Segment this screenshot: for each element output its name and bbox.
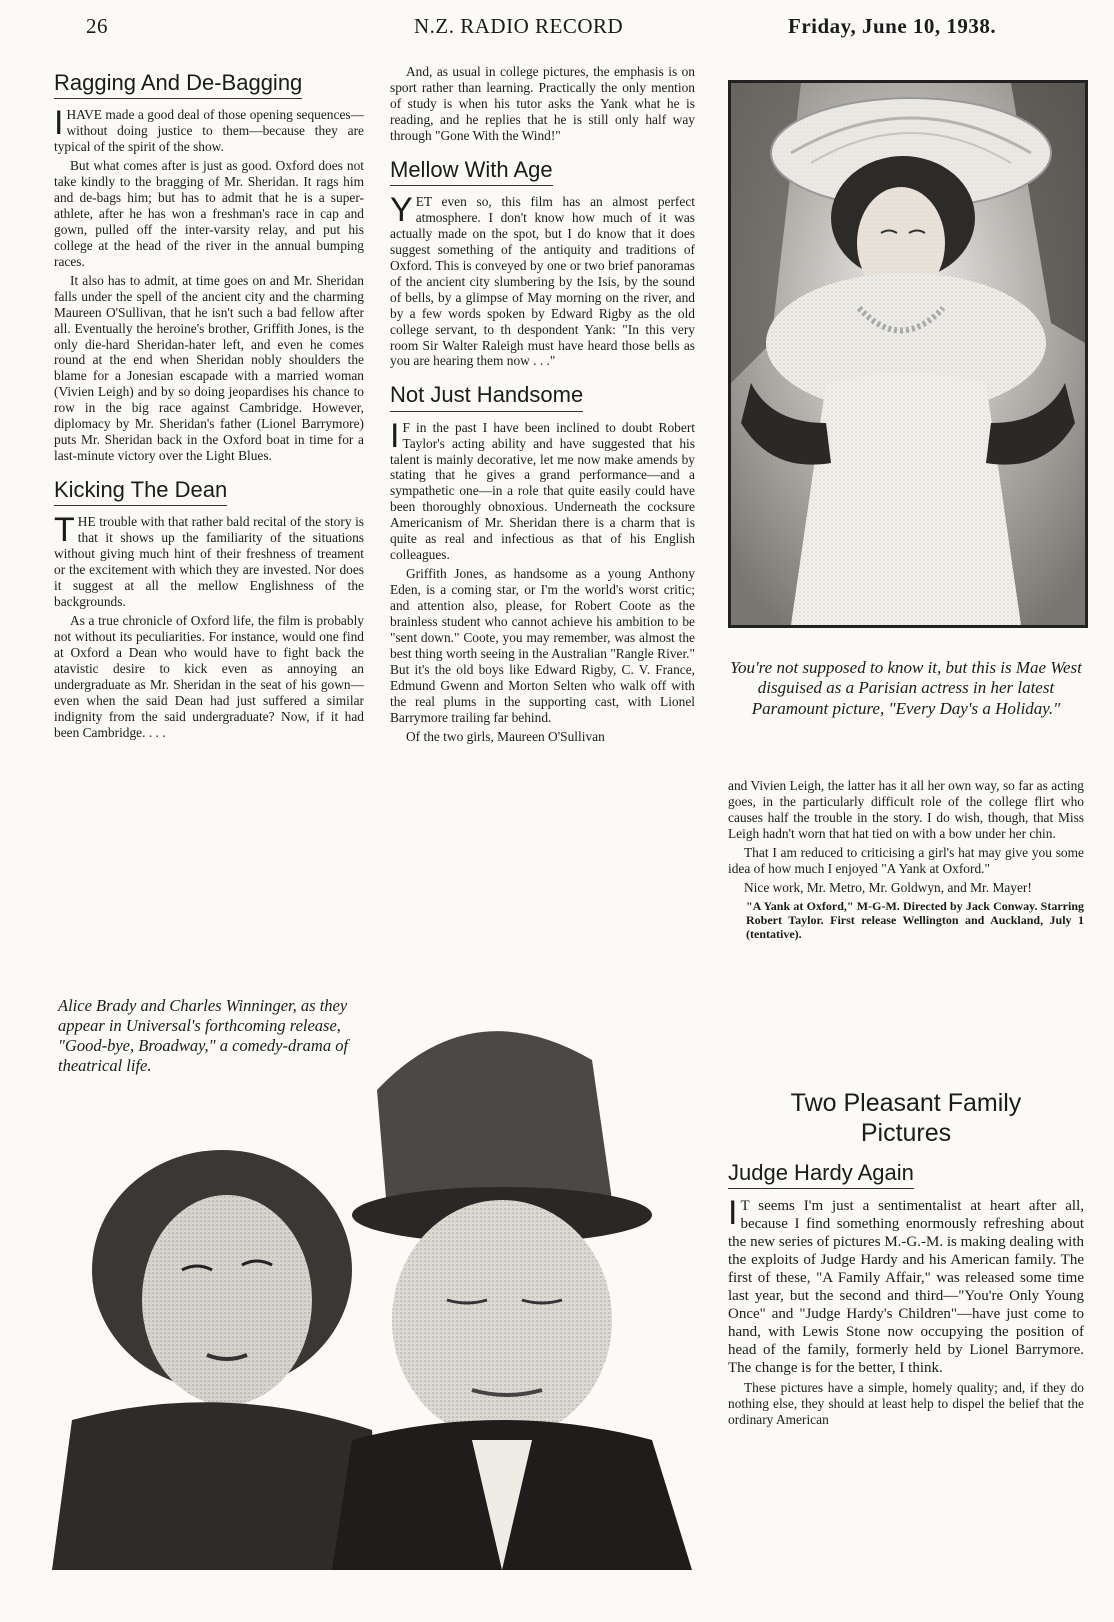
issue-date: Friday, June 10, 1938. (788, 14, 997, 38)
mae-west-caption: You're not supposed to know it, but this is Mae West disguised as a Parisian actress in her latest Paramount picture, "Every Day's a Holiday." (730, 658, 1082, 718)
paragraph-text: HAVE made a good deal of those opening sequences—without doing justice to them—because they are typical of the spirit of the show. (54, 107, 364, 155)
paragraph-text: HE trouble with that rather bald recital of the story is that it shows up the familiarity of the situations without giving much hint of their freshness of treament or the excitement with which they are invested. Nor does it suggest at all the mellow Englishness of the backgrounds. (54, 514, 364, 610)
drop-cap: I (390, 416, 400, 455)
paragraph: and Vivien Leigh, the latter has it all her own way, so far as acting goes, in the particularly difficult role of the college flirt who causes half the trouble in the story. I do wish, though, that Miss Leigh hadn't worn that hat tied on with a bow under her chin. (728, 778, 1084, 841)
page-number: 26 (86, 14, 108, 38)
paragraph-text: F in the past I have been inclined to doubt Robert Taylor's acting ability and have suggested that his talent is mainly decorative, let me now make amends by stating that he gives a grand performance—and a sympathetic one—in a role that quite easily could have been thoroughly obnoxious. Underneath the cocksure Americanism of Mr. Sheridan there is a charm that is quite as real and infectious as that of his English colleagues. (390, 419, 695, 563)
drop-cap: I (54, 104, 64, 143)
mae-west-photo (728, 80, 1088, 628)
paragraph: But what comes after is just as good. Oxford does not take kindly to the bragging of Mr. Sheridan. It rags him and de-bags him; but has to admit that he is a super-athlete, after he has won a freshman's race in cap and gown, pulled off the inter-varsity relay, and put his college at the head of the river in the annual bumping races. (54, 158, 364, 269)
drop-cap: T (54, 511, 75, 550)
heading-mellow: Mellow With Age (390, 157, 553, 186)
paragraph (390, 190, 695, 369)
paragraph: That I am reduced to criticising a girl's hat may give you some idea of how much I enjoyed "A Yank at Oxford." (728, 844, 1084, 876)
column-1 (54, 60, 364, 744)
section-title-family-pictures: Two Pleasant Family Pictures (790, 1089, 1022, 1147)
column-3-lower (728, 1160, 1084, 1431)
film-credits: "A Yank at Oxford," M-G-M. Directed by Jack Conway. Starring Robert Taylor. First release Wellington and Auckland, July 1 (tentative). (746, 898, 1084, 942)
publication-title: N.Z. RADIO RECORD (414, 14, 624, 38)
paragraph: Griffith Jones, as handsome as a young Anthony Eden, is a coming star, or I'm the world's worst critic; and attention also, please, for Robert Coote as the brainless student who cannot achieve his ambition to be "sent down." Coote, you may remember, was almost the best thing worth seeing in the Australian "Rangle River." But it's the old boys like Edward Rigby, C. V. France, Edmund Gwenn and Morton Selten who walk off with the real plums in the supporting cast, with Lionel Barrymore trailing far behind. (390, 566, 695, 725)
heading-not-just-handsome: Not Just Handsome (390, 382, 583, 411)
drop-cap: Y (390, 190, 413, 229)
column-2 (390, 64, 695, 748)
paragraph: These pictures have a simple, homely quality; and, if they do nothing else, they should at least help to dispel the belief that the ordinary American (728, 1380, 1084, 1428)
brady-winninger-illustration (52, 1000, 692, 1570)
paragraph: As a true chronicle of Oxford life, the film is probably not without its peculiarities. For instance, would one find at Oxford a Dean who would have to fight back the atavistic desire to kick even as annoying an undergraduate as Mr. Sheridan in the seat of his gown—even when the said Dean had just suffered a similar indignity from the said undergraduate? Now, if it had been Cambridge. . . . (54, 613, 364, 740)
heading-kicking-dean: Kicking The Dean (54, 477, 227, 506)
paragraph: And, as usual in college pictures, the emphasis is on sport rather than learning. Practically the only mention of study is when his tutor asks the Yank what he is reading, and he replies that he is still only half way through "Gone With the Wind!" (390, 64, 695, 143)
drop-cap: I (728, 1194, 738, 1233)
paragraph (728, 1194, 1084, 1377)
heading-judge-hardy: Judge Hardy Again (728, 1160, 914, 1189)
paragraph-text: T seems I'm just a sentimentalist at heart after all, because I find something enormously refreshing about the new series of pictures M.-G.-M. is making dealing with the exploits of Judge Hardy and his American family. The first of these, "A Family Affair," was released some time last year, but the second and third—"You're Only Young Once" and "Judge Hardy's Children"—have just come to hand, with Lewis Stone now occupying the position of head of the family, formerly held by Lionel Barrymore. The change is for the better, I think. (728, 1198, 1084, 1377)
paragraph-text: ET even so, this film has an almost perfect atmosphere. I don't know how much of it was actually made on the spot, but I do know that it does suggest something of the antiquity and traditions of Oxford. This is conveyed by one or two brief panoramas of the ancient city slumbering by the Isis, by the sound of bells, by a glimpse of May morning on the river, and by a few words spoken by Edward Rigby as the old college servant, to th despondent Yank: "In this very room Sir Walter Raleigh must have heard those bells as you are hearing them now . . ." (390, 193, 695, 369)
brady-winninger-caption: Alice Brady and Charles Winninger, as they appear in Universal's forthcoming release, "Good-bye, Broadway," a comedy-drama of theatrical life. (58, 996, 349, 1076)
brady-winninger-photo (52, 1000, 692, 1570)
paragraph: Nice work, Mr. Metro, Mr. Goldwyn, and Mr. Mayer! (744, 879, 1032, 895)
paragraph (54, 511, 364, 610)
column-3-upper (728, 778, 1084, 942)
paragraph: It also has to admit, at time goes on and Mr. Sheridan falls under the spell of the ancient city and the charming Maureen O'Sullivan, that he isn't such a bad fellow after all. Eventually the heroine's brother, Griffith Jones, is the only die-hard Sheridan-hater left, and even he comes round at the end when Sheridan nobly shoulders the blame for a Jonesian escapade with a married woman (Vivien Leigh) and by so doing jeopardises his chance to row in the big race against Cambridge. However, diplomacy by Mr. Sheridan's father (Lionel Barrymore) puts Mr. Sheridan back in the Oxford boat in time for a last-minute victory over the Light Blues. (54, 272, 364, 464)
heading-ragging: Ragging And De-Bagging (54, 70, 302, 99)
paragraph (54, 104, 364, 155)
paragraph (390, 416, 695, 564)
paragraph: Of the two girls, Maureen O'Sullivan (406, 728, 605, 744)
mae-west-illustration (731, 83, 1085, 625)
